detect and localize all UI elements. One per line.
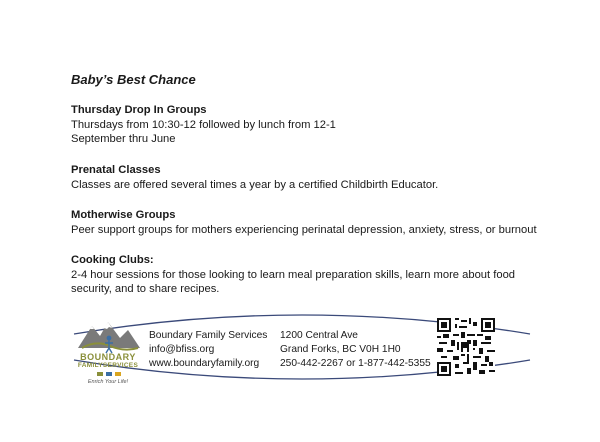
section-prenatal-classes xyxy=(71,163,541,192)
section-heading: Cooking Clubs: xyxy=(71,254,154,266)
logo-name-line2: FAMILYSERVICES xyxy=(77,362,139,369)
section-line: Classes are offered several times a year by a certified Childbirth Educator. xyxy=(71,178,439,191)
phone-numbers: 250-442-2267 or 1-877-442-5355 xyxy=(280,358,431,369)
email-link[interactable]: info@bfiss.org xyxy=(149,344,215,355)
org-name: Boundary Family Services xyxy=(149,330,268,341)
page-title: Baby’s Best Chance xyxy=(71,72,196,87)
section-thursday-drop-in xyxy=(71,103,541,147)
city-address: Grand Forks, BC V0H 1H0 xyxy=(280,344,401,355)
qr-code-icon[interactable] xyxy=(437,318,495,376)
qr-center-mascot-icon xyxy=(459,340,473,354)
section-heading: Motherwise Groups xyxy=(71,209,176,221)
website-link[interactable]: www.boundaryfamily.org xyxy=(149,358,260,369)
section-line: Peer support groups for mothers experiencing perinatal depression, anxiety, stress, or burnout xyxy=(71,223,537,236)
section-heading: Prenatal Classes xyxy=(71,164,161,176)
street-address: 1200 Central Ave xyxy=(280,330,358,341)
section-line: security, and to share recipes. xyxy=(71,283,220,295)
contact-left xyxy=(149,329,267,371)
section-line: Thursdays from 10:30-12 followed by lunch from 12-1 xyxy=(71,118,336,131)
logo-tagline: Enrich Your Life! xyxy=(87,379,129,385)
section-motherwise-groups xyxy=(71,208,541,237)
section-line: September thru June xyxy=(71,133,176,145)
logo-name-line1: BOUNDARY xyxy=(80,352,136,362)
section-line: 2-4 hour sessions for those looking to learn meal preparation skills, learn more about food xyxy=(71,268,516,281)
section-heading: Thursday Drop In Groups xyxy=(71,104,207,116)
contact-right xyxy=(280,329,431,371)
logo-dots-icon xyxy=(97,372,121,376)
section-cooking-clubs xyxy=(71,253,541,297)
